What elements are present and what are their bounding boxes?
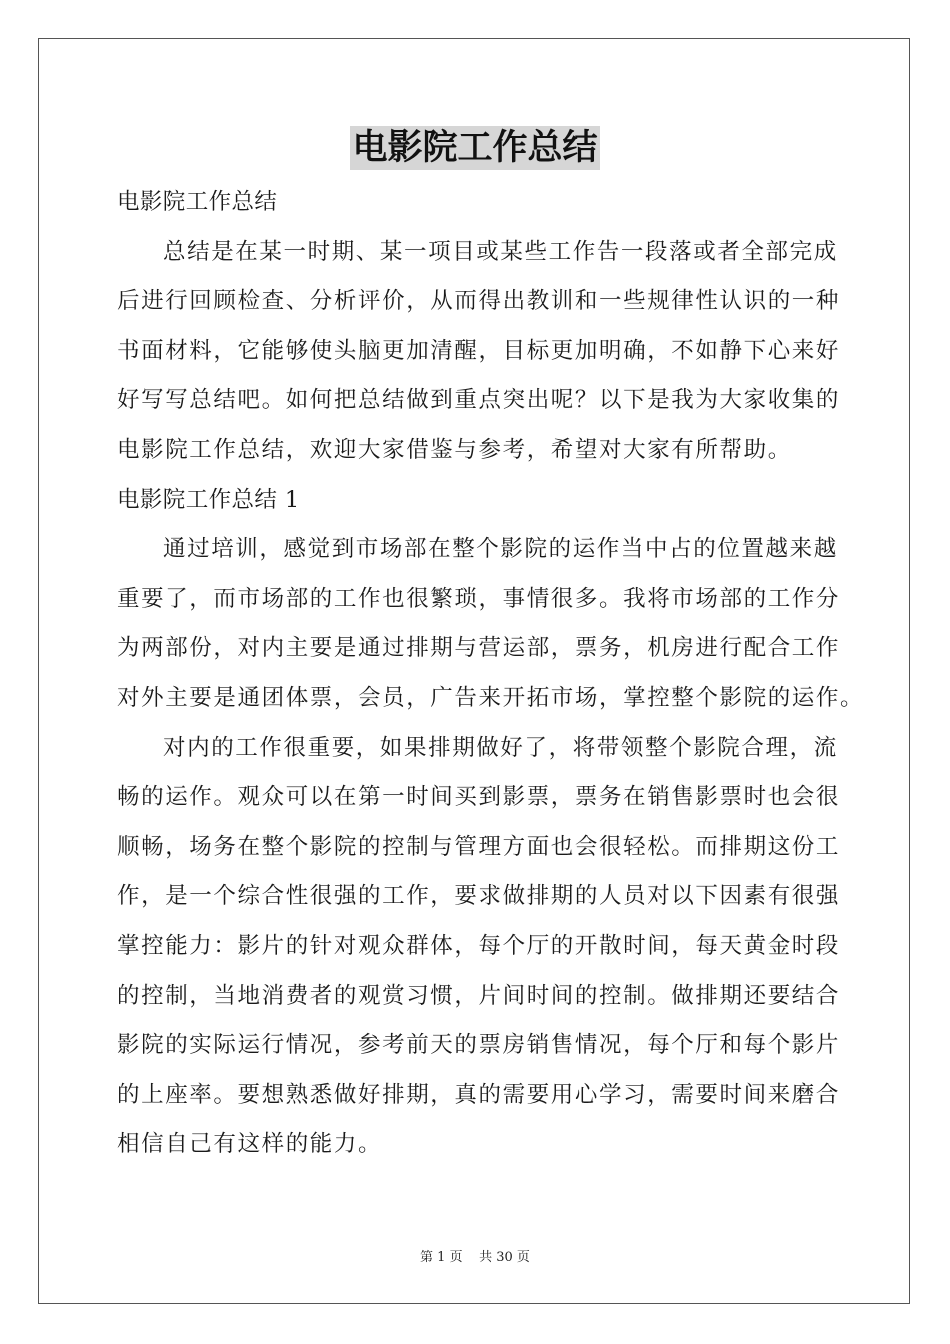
page-footer [0, 1246, 950, 1265]
text-line: 作，是一个综合性很强的工作，要求做排期的人员对以下因素有很强 [117, 883, 841, 910]
text-line: 为两部份，对内主要是通过排期与营运部，票务，机房进行配合工作 [117, 635, 841, 662]
text-line: 的上座率。要想熟悉做好排期，真的需要用心学习，需要时间来磨合 [117, 1081, 841, 1108]
text-line: 掌控能力：影片的针对观众群体，每个厅的开散时间，每天黄金时段 [117, 932, 841, 959]
text-line: 的控制，当地消费者的观赏习惯，片间时间的控制。做排期还要结合 [117, 982, 841, 1009]
section-heading: 电影院工作总结 1 [117, 486, 300, 513]
text-line: 书面材料，它能够使头脑更加清醒，目标更加明确，不如静下心来好 [117, 337, 841, 364]
text-line: 影院的实际运行情况，参考前天的票房销售情况，每个厅和每个影片 [117, 1032, 841, 1059]
section-heading: 电影院工作总结 [117, 189, 278, 215]
text-line: 电影院工作总结，欢迎大家借鉴与参考，希望对大家有所帮助。 [117, 436, 792, 463]
text-line: 对外主要是通团体票，会员，广告来开拓市场，掌控整个影院的运作。 [117, 684, 865, 711]
text-line: 畅的运作。观众可以在第一时间买到影票，票务在销售影票时也会很 [117, 784, 841, 811]
document-title: 电影院工作总结 [352, 128, 598, 168]
text-line: 总结是在某一时期、某一项目或某些工作告一段落或者全部完成 [163, 238, 838, 265]
text-line: 对内的工作很重要，如果排期做好了，将带领整个影院合理，流 [163, 734, 838, 761]
text-line: 通过培训，感觉到市场部在整个影院的运作当中占的位置越来越 [163, 536, 838, 563]
document-body [117, 178, 865, 1170]
text-line: 重要了，而市场部的工作也很繁琐，事情很多。我将市场部的工作分 [117, 585, 841, 612]
text-line: 后进行回顾检查、分析评价，从而得出教训和一些规律性认识的一种 [117, 288, 841, 315]
text-line: 顺畅，场务在整个影院的控制与管理方面也会很轻松。而排期这份工 [117, 833, 841, 860]
page-number: 第 1 页 [420, 1250, 463, 1265]
text-line: 好写写总结吧。如何把总结做到重点突出呢？以下是我为大家收集的 [117, 387, 841, 414]
title-container [0, 126, 950, 170]
page-total: 共 30 页 [479, 1250, 530, 1265]
text-line: 相信自己有这样的能力。 [117, 1131, 383, 1158]
